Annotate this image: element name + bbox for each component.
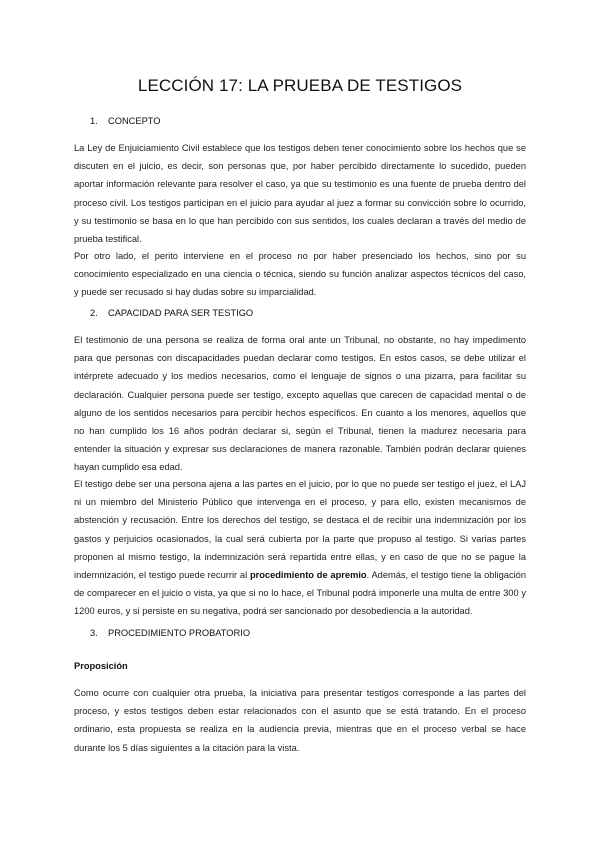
paragraph-proposicion-1: Como ocurre con cualquier otra prueba, la iniciativa para presentar testigos corresponde a las partes del proceso, y estos testigos deben estar relacionados con el asunto que se está tratando. En el proceso ordinario, esta propuesta se realiza en la audiencia previa, mientras que en el proceso verbal se hace durante los 5 días siguientes a la citación para la vista. xyxy=(74,688,526,753)
section-title: CONCEPTO xyxy=(108,116,161,126)
paragraph-text: . Además, el testigo tiene la obligación de comparecer en el juicio o vista, ya que si no lo hace, el Tribunal podrá imponerle una multa de entre 300 y 1200 euros, y si persiste en su negativa, podrá ser sancionado por desobediencia a la autoridad. xyxy=(74,570,526,617)
paragraph-concepto-1: La Ley de Enjuiciamiento Civil establece que los testigos deben tener conocimiento sobre los hechos que se discuten en el juicio, es decir, son personas que, por haber percibido directamente lo sucedido, pueden aportar información relevante para resolver el caso, ya que su testimonio es una fuente de prueba dentro del proceso civil. Los testigos participan en el juicio para ayudar al juez a formar su convicción sobre lo ocurrido, y su testimonio se basa en lo que han percibido con sus sentidos, los cuales declaran a través del medio de prueba testifical. xyxy=(74,143,526,245)
paragraph-capacidad-1: El testimonio de una persona se realiza de forma oral ante un Tribunal, no obstante, no hay impedimento para que personas con discapacidades puedan declarar como testigos. En estos casos, se debe utilizar el intérprete adecuado y los medios necesarios, como el lenguaje de signos o una pizarra, para facilitar su declaración. Cualquier persona puede ser testigo, excepto aquellas que carecen de capacidad mental o de alguno de los sentidos necesarios para percibir hechos específicos. En cuanto a los menores, aquellos que no han cumplido los 16 años podrán declarar si, según el Tribunal, tienen la madurez necesaria para entender la situación y expresar sus declaraciones de manera razonable. También podrán declarar quienes hayan cumplido esa edad. xyxy=(74,335,526,473)
section-heading-concepto xyxy=(90,116,161,126)
page-title: LECCIÓN 17: LA PRUEBA DE TESTIGOS xyxy=(137,76,463,95)
section-number: 3. xyxy=(90,628,98,638)
paragraph-capacidad-2 xyxy=(74,475,526,621)
paragraph-text: El testigo debe ser una persona ajena a las partes en el juicio, por lo que no puede ser testigo el juez, el LAJ ni un miembro del Ministerio Público que intervenga en el proceso, y para ello, existen mecanismos de abstención y recusación. Entre los derechos del testigo, se destaca el de recibir una indemnización por los gastos y perjuicios ocasionados, la cual será cubierta por la parte que propuso al testigo. Si varias partes proponen al mismo testigo, la indemnización será repartida entre ellas, y en caso de que no se pague la indemnización, el testigo puede recurrir al xyxy=(74,479,526,581)
bold-term: procedimiento de apremio xyxy=(249,570,367,581)
section-heading-procedimiento xyxy=(90,628,250,638)
paragraph-concepto-2: Por otro lado, el perito interviene en el proceso no por haber presenciado los hechos, sino por su conocimiento especializado en una ciencia o técnica, siendo su función analizar aspectos técnicos del caso, y puede ser recusado si hay dudas sobre su imparcialidad. xyxy=(74,251,526,298)
section-number: 1. xyxy=(90,116,98,126)
section-heading-capacidad xyxy=(90,308,253,318)
section-title: CAPACIDAD PARA SER TESTIGO xyxy=(108,308,254,318)
subheading-proposicion: Proposición xyxy=(74,661,128,671)
section-title: PROCEDIMIENTO PROBATORIO xyxy=(108,628,251,638)
section-number: 2. xyxy=(90,308,98,318)
